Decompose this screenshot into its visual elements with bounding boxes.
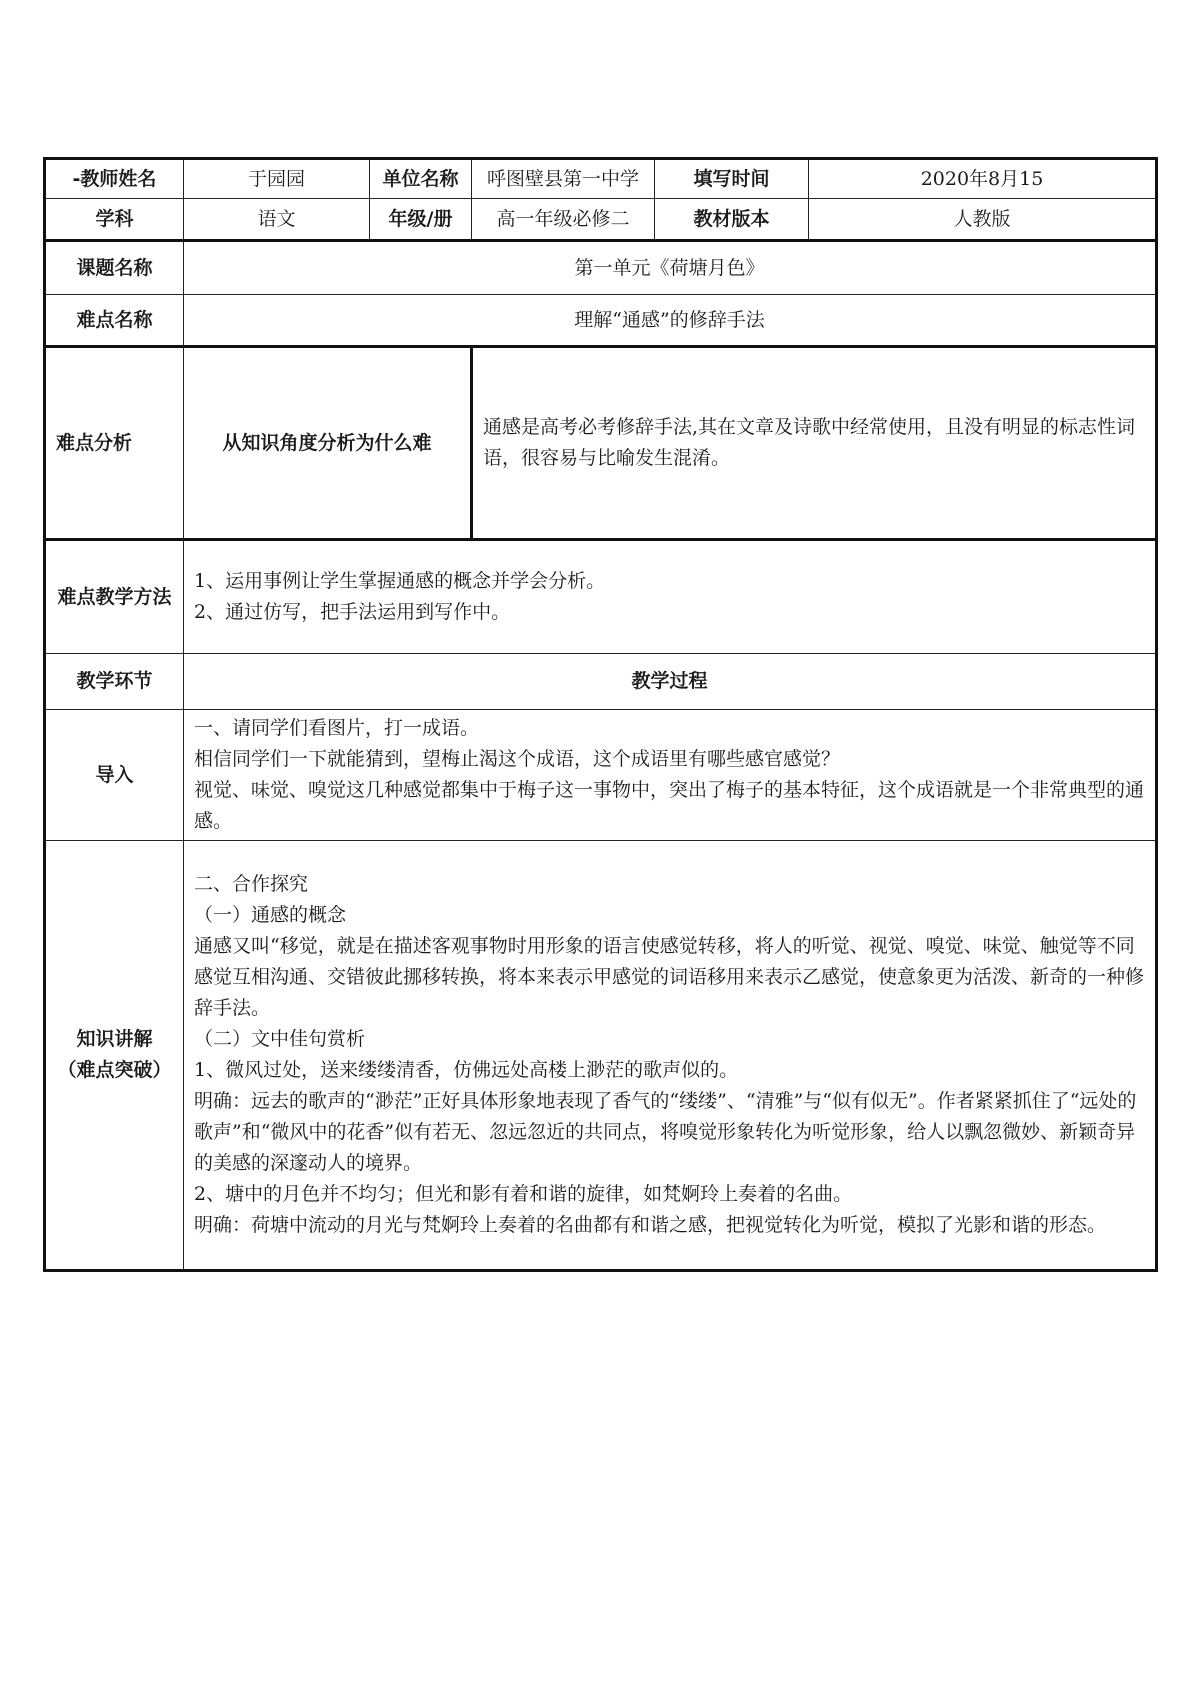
intro-line: 相信同学们一下就能猜到，望梅止渴这个成语，这个成语里有哪些感官感觉？ — [194, 748, 841, 770]
unit-name-value: 呼图壁县第一中学 — [472, 159, 655, 199]
intro-line: 一、请同学们看图片，打一成语。 — [194, 717, 480, 739]
process-header-row — [45, 654, 1157, 710]
grade-value: 高一年级必修二 — [472, 199, 655, 241]
knowledge-line: 明确：远去的歌声的“渺茫”正好具体形象地表现了香气的“缕缕”、“清雅”与“似有似无”。作者紧紧抓住了“远处的歌声”和“微风中的花香”似有若无、忽远忽近的共同点，将嗅觉形象转化为听觉形象，给人以飘忽微妙、新颖奇异的美感的深邃动人的境界。 — [194, 1090, 1137, 1174]
topic-row — [45, 241, 1157, 295]
subject-value: 语文 — [184, 199, 370, 241]
process-title: 教学过程 — [184, 654, 1157, 710]
difficulty-value: 理解“通感”的修辞手法 — [184, 295, 1157, 347]
knowledge-line: 二、合作探究 — [194, 873, 309, 895]
knowledge-label-line2: （难点突破） — [57, 1059, 172, 1081]
analysis-sublabel: 从知识角度分析为什么难 — [184, 347, 472, 540]
knowledge-line: （一）通感的概念 — [194, 904, 347, 926]
difficulty-row — [45, 295, 1157, 347]
edition-value: 人教版 — [809, 199, 1157, 241]
knowledge-text — [184, 841, 1157, 1271]
knowledge-line: 1、微风过处，送来缕缕清香，仿佛远处高楼上渺茫的歌声似的。 — [194, 1059, 739, 1081]
grade-label: 年级/册 — [370, 199, 472, 241]
method-label: 难点教学方法 — [45, 540, 184, 654]
knowledge-label — [45, 841, 184, 1271]
topic-value: 第一单元《荷塘月色》 — [184, 241, 1157, 295]
method-row — [45, 540, 1157, 654]
analysis-label: 难点分析 — [45, 347, 184, 540]
teacher-name-value: 于园园 — [184, 159, 370, 199]
process-stage-label: 教学环节 — [45, 654, 184, 710]
header-row-2 — [45, 199, 1157, 241]
intro-label: 导入 — [45, 710, 184, 841]
analysis-text: 通感是高考必考修辞手法,其在文章及诗歌中经常使用，且没有明显的标志性词语，很容易与比喻发生混淆。 — [472, 347, 1157, 540]
method-line: 2、通过仿写，把手法运用到写作中。 — [194, 601, 511, 623]
fill-date-label: 填写时间 — [655, 159, 809, 199]
knowledge-line: 2、塘中的月色并不均匀；但光和影有着和谐的旋律，如梵婀玲上奏着的名曲。 — [194, 1183, 853, 1205]
difficulty-label: 难点名称 — [45, 295, 184, 347]
teacher-name-label: -教师姓名 — [45, 159, 184, 199]
knowledge-line: 通感又叫“移觉，就是在描述客观事物时用形象的语言使感觉转移，将人的听觉、视觉、嗅觉、味觉、触觉等不同感觉互相沟通、交错彼此挪移转换，将本来表示甲感觉的词语移用来表示乙感觉，使意象更为活泼、新奇的一种修辞手法。 — [194, 935, 1145, 1019]
unit-name-label: 单位名称 — [370, 159, 472, 199]
topic-label: 课题名称 — [45, 241, 184, 295]
intro-text — [184, 710, 1157, 841]
intro-row — [45, 710, 1157, 841]
fill-date-value: 2020年8月15 — [809, 159, 1157, 199]
knowledge-line: 明确：荷塘中流动的月光与梵婀玲上奏着的名曲都有和谐之感，把视觉转化为听觉，模拟了光影和谐的形态。 — [194, 1214, 1107, 1236]
knowledge-line: （二）文中佳句赏析 — [194, 1028, 366, 1050]
lesson-plan-table — [43, 157, 1158, 1272]
method-line: 1、运用事例让学生掌握通感的概念并学会分析。 — [194, 570, 606, 592]
intro-line: 视觉、味觉、嗅觉这几种感觉都集中于梅子这一事物中，突出了梅子的基本特征，这个成语就是一个非常典型的通感。 — [194, 779, 1145, 832]
header-row-1 — [45, 159, 1157, 199]
edition-label: 教材版本 — [655, 199, 809, 241]
knowledge-label-line1: 知识讲解 — [76, 1028, 153, 1050]
knowledge-row — [45, 841, 1157, 1271]
subject-label: 学科 — [45, 199, 184, 241]
method-text — [184, 540, 1157, 654]
analysis-row — [45, 347, 1157, 540]
